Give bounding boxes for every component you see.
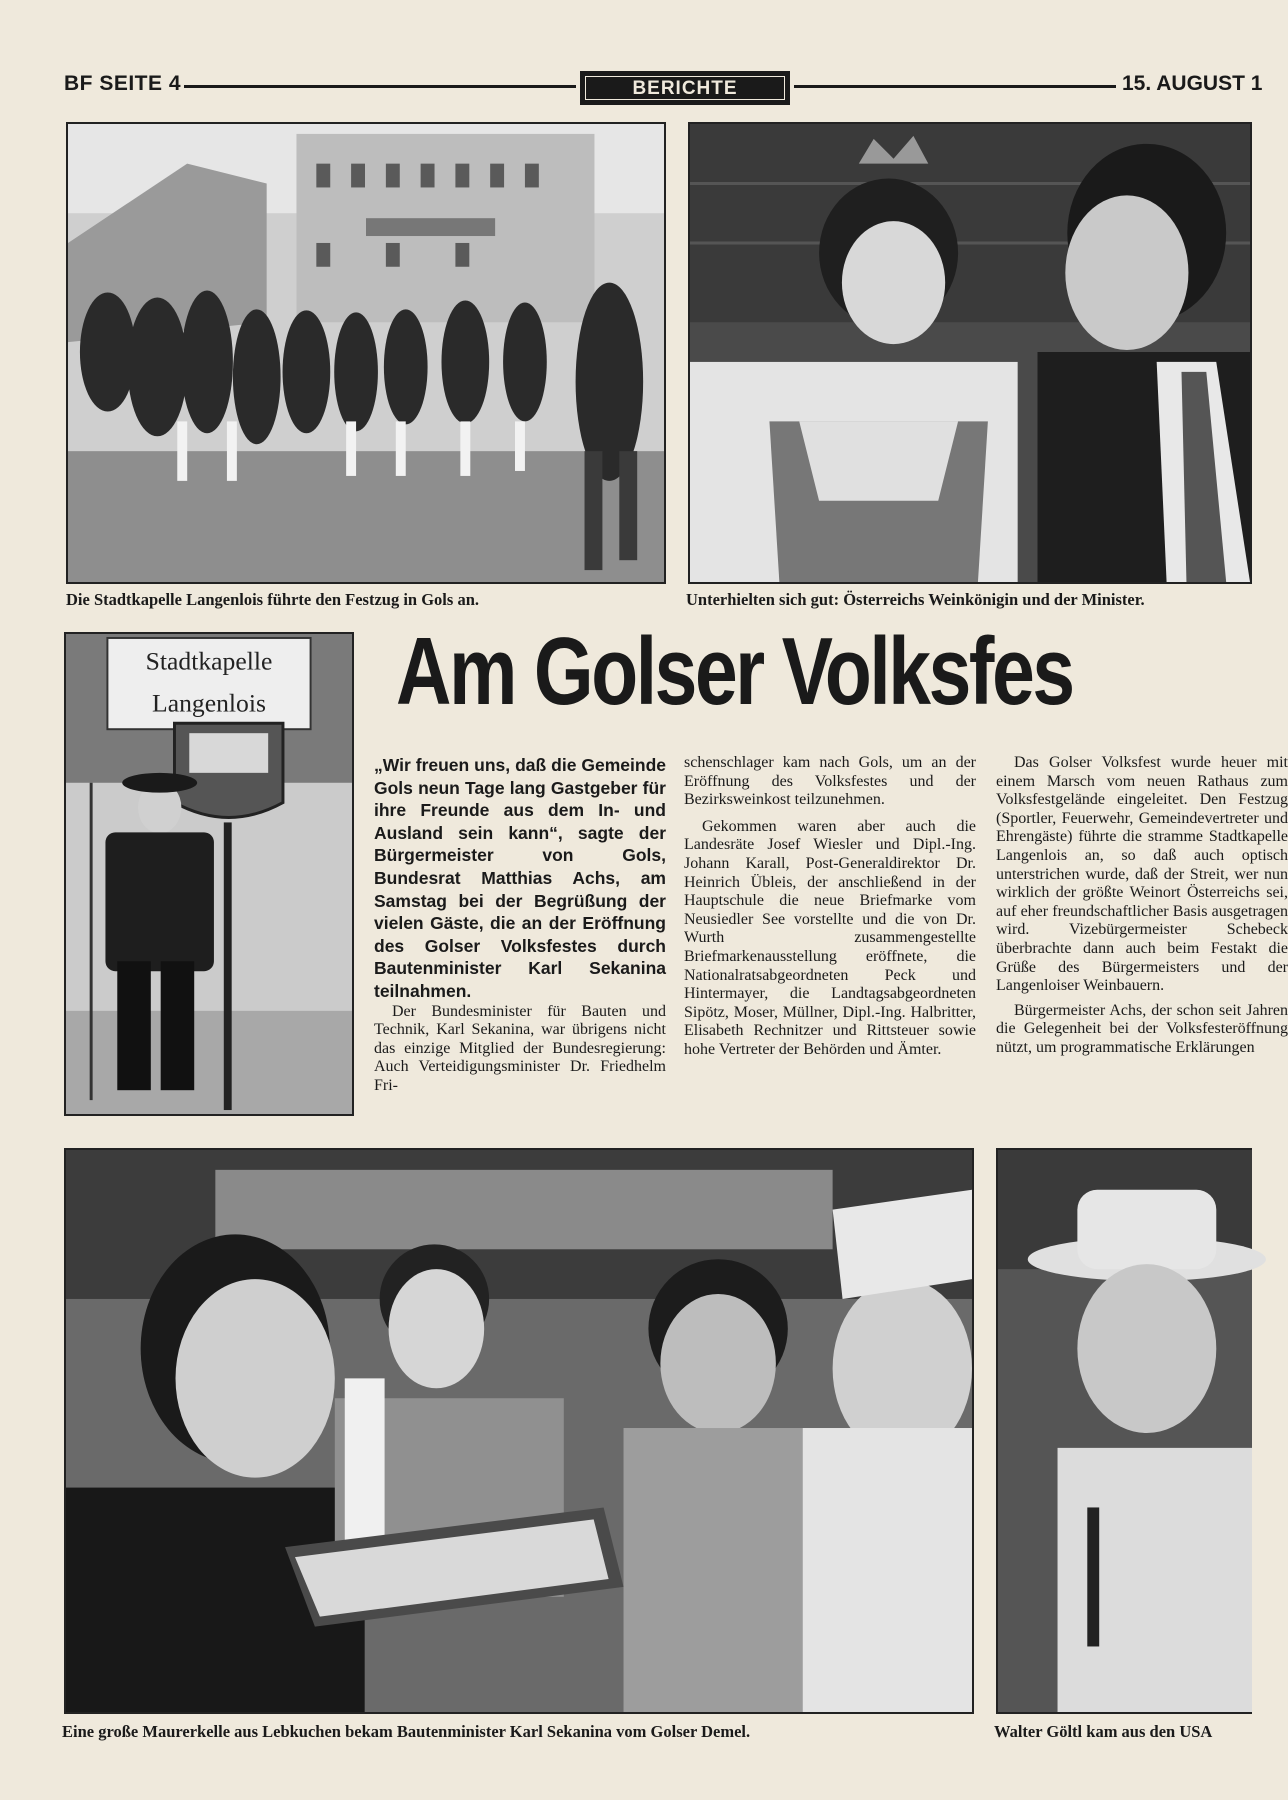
cake-caption: Eine große Maurerkelle aus Lebkuchen bekam Bautenminister Karl Sekanina vom Golser Demel. [62, 1722, 751, 1741]
header-rule-left [184, 85, 576, 88]
queen-minister-photo [688, 122, 1252, 584]
queen-caption: Unterhielten sich gut: Österreichs Weinkönigin und der Minister. [686, 590, 1145, 609]
section-label [580, 71, 790, 105]
col3-paragraph-1: Das Golser Volksfest wurde heuer mit einem Marsch vom neuen Rathaus zum Volksfestgelände eingeleitet. Den Festzug (Sportler, Feuerwehr, Gemeindevertreter und Ehrengäste) führte die stramme Stadtkapelle Langenlois an, so daß auch optisch unterstrichen wurde, daß der Streit, wer nun wirklich der größte Weinort Österreichs sei, auf eher freundschaftlicher Basis ausgetragen wird. Vizebürgermeister Schebeck überbrachte dann auch beim Festakt die Grüße des Bürgermeisters und der Langenloiser Weinbauern. [996, 754, 1288, 995]
hat-caption: Walter Göltl kam aus den USA [994, 1722, 1213, 1741]
article-lead: „Wir freuen uns, daß die Gemeinde Gols neun Tage lang Gastgeber für ihre Freunde aus dem In- und Ausland sein kann“, sagte der Bürgermeister von Gols, Bundesrat Matthias Achs, am Samstag bei der Begrüßung der vielen Gäste, die an der Eröffnung des Golser Volksfestes durch Bautenminister Karl Sekanina teilnahmen. [374, 755, 666, 1001]
page-number: BF SEITE 4 [64, 72, 182, 95]
col1-paragraph-1: Der Bundesminister für Bauten und Technik, Karl Sekanina, war übrigens nicht das einzige Mitglied der Bundesregierung: Auch Verteidigungsminister Dr. Friedhelm Fri- [374, 1002, 666, 1094]
article-column-1 [374, 754, 666, 1096]
issue-date: 15. AUGUST 1 [1122, 72, 1263, 95]
parade-photo [66, 122, 666, 584]
col3-paragraph-2: Bürgermeister Achs, der schon seit Jahren die Gelegenheit bei der Volksfesteröffnung nützt, um programmatische Erklärungen [996, 1001, 1288, 1056]
sign-text-line2: Langenlois [152, 688, 266, 718]
parade-caption: Die Stadtkapelle Langenlois führte den Festzug in Gols an. [66, 590, 479, 609]
cake-photo [64, 1148, 974, 1714]
sign-text-line1: Stadtkapelle [145, 646, 273, 676]
col2-paragraph-1: schenschlager kam nach Gols, um an der Eröffnung des Volksfestes und der Bezirksweinkost teilzunehmen. [684, 754, 976, 809]
sign-bearer-photo [64, 632, 354, 1116]
article-headline: Am Golser Volksfes [396, 618, 1073, 725]
article-column-3 [996, 754, 1288, 1058]
col2-paragraph-2: Gekommen waren aber auch die Landesräte Josef Wiesler und Dipl.-Ing. Johann Karall, Post-Generaldirektor Dr. Heinrich Übleis, der anschließend in der Hauptschule die neue Briefmarke vom Neusiedler See vorstellte und die von Dr. Wurth zusammengestellte Briefmarkenausstellung eröffnete, die Nationalratsabgeordneten Peck und Hintermayer, die Landtagsabgeordneten Sipötz, Moser, Müllner, Dipl.-Ing. Halbritter, Elisabeth Rechnitzer und Rittsteuer sowie hohe Vertreter der Behörden und Ämter. [684, 817, 976, 1058]
hat-man-photo [996, 1148, 1252, 1714]
article-column-2 [684, 754, 976, 1060]
article-column-3-clip [996, 754, 1288, 1120]
header-rule-right [794, 85, 1116, 88]
section-label-text: BERICHTE [585, 76, 785, 100]
